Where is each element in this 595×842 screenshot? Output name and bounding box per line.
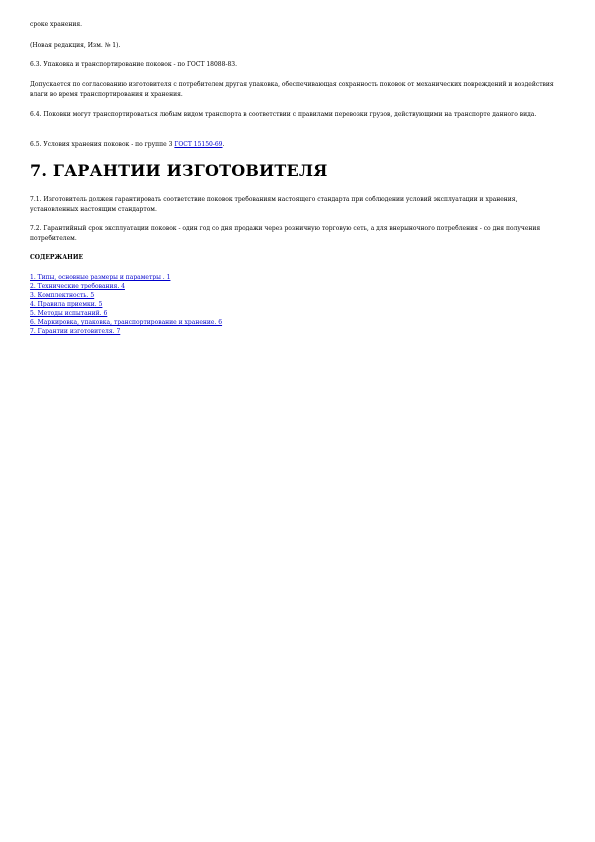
toc-item <box>30 282 222 291</box>
paragraph-6-4: 6.4. Поковки могут транспортироваться любым видом транспорта в соответствии с правилами перевозки грузов, действующими на транспорте данного вида. <box>30 111 537 118</box>
paragraph-storage-term: сроке хранения. <box>30 21 83 28</box>
paragraph-packaging: Допускается по согласованию изготовителя с потребителем другая упаковка, обеспечивающая сохранность поковок от механических повреждений и воздействия влаги во время транспортирования и хранения. <box>30 81 554 98</box>
toc-item <box>30 291 222 300</box>
toc-item <box>30 327 222 336</box>
toc-link-3[interactable]: 3. Комплектность. 5 <box>30 292 95 299</box>
table-of-contents <box>30 273 222 336</box>
toc-item <box>30 300 222 309</box>
gost-15150-link[interactable]: ГОСТ 15150-69 <box>174 141 223 148</box>
toc-item <box>30 318 222 327</box>
paragraph-6-5-end: . <box>222 141 225 148</box>
toc-item <box>30 273 222 282</box>
paragraph-6-5 <box>30 140 565 150</box>
paragraph-6-3: 6.3. Упаковка и транспортирование поковок - по ГОСТ 18088-83. <box>30 61 238 68</box>
toc-link-1[interactable]: 1. Типы, основные размеры и параметры . 1 <box>30 274 171 281</box>
toc-item <box>30 309 222 318</box>
toc-link-7[interactable]: 7. Гарантии изготовителя. 7 <box>30 328 121 335</box>
toc-heading: СОДЕРЖАНИЕ <box>30 254 84 261</box>
toc-link-4[interactable]: 4. Правила приемки. 5 <box>30 301 103 308</box>
section-title: 7. ГАРАНТИИ ИЗГОТОВИТЕЛЯ <box>30 161 328 180</box>
paragraph-new-edition: (Новая редакция, Изм. № 1). <box>30 42 121 49</box>
paragraph-7-1: 7.1. Изготовитель должен гарантировать соответствие поковок требованиям настоящего стандарта при соблюдении условий эксплуатации и хранения, установленных настоящим стандартом. <box>30 196 518 213</box>
paragraph-6-5-text: 6.5. Условия хранения поковок - по группе 3 <box>30 141 175 148</box>
paragraph-7-2: 7.2. Гарантийный срок эксплуатации поковок - один год со дня продажи через розничную торговую сеть, а для внерыночного потребления - со дня получения потребителем. <box>30 225 541 242</box>
toc-link-2[interactable]: 2. Технические требования. 4 <box>30 283 125 290</box>
toc-link-6[interactable]: 6. Маркировка, упаковка, транспортирование и хранение. 6 <box>30 319 223 326</box>
toc-link-5[interactable]: 5. Методы испытаний. 6 <box>30 310 108 317</box>
